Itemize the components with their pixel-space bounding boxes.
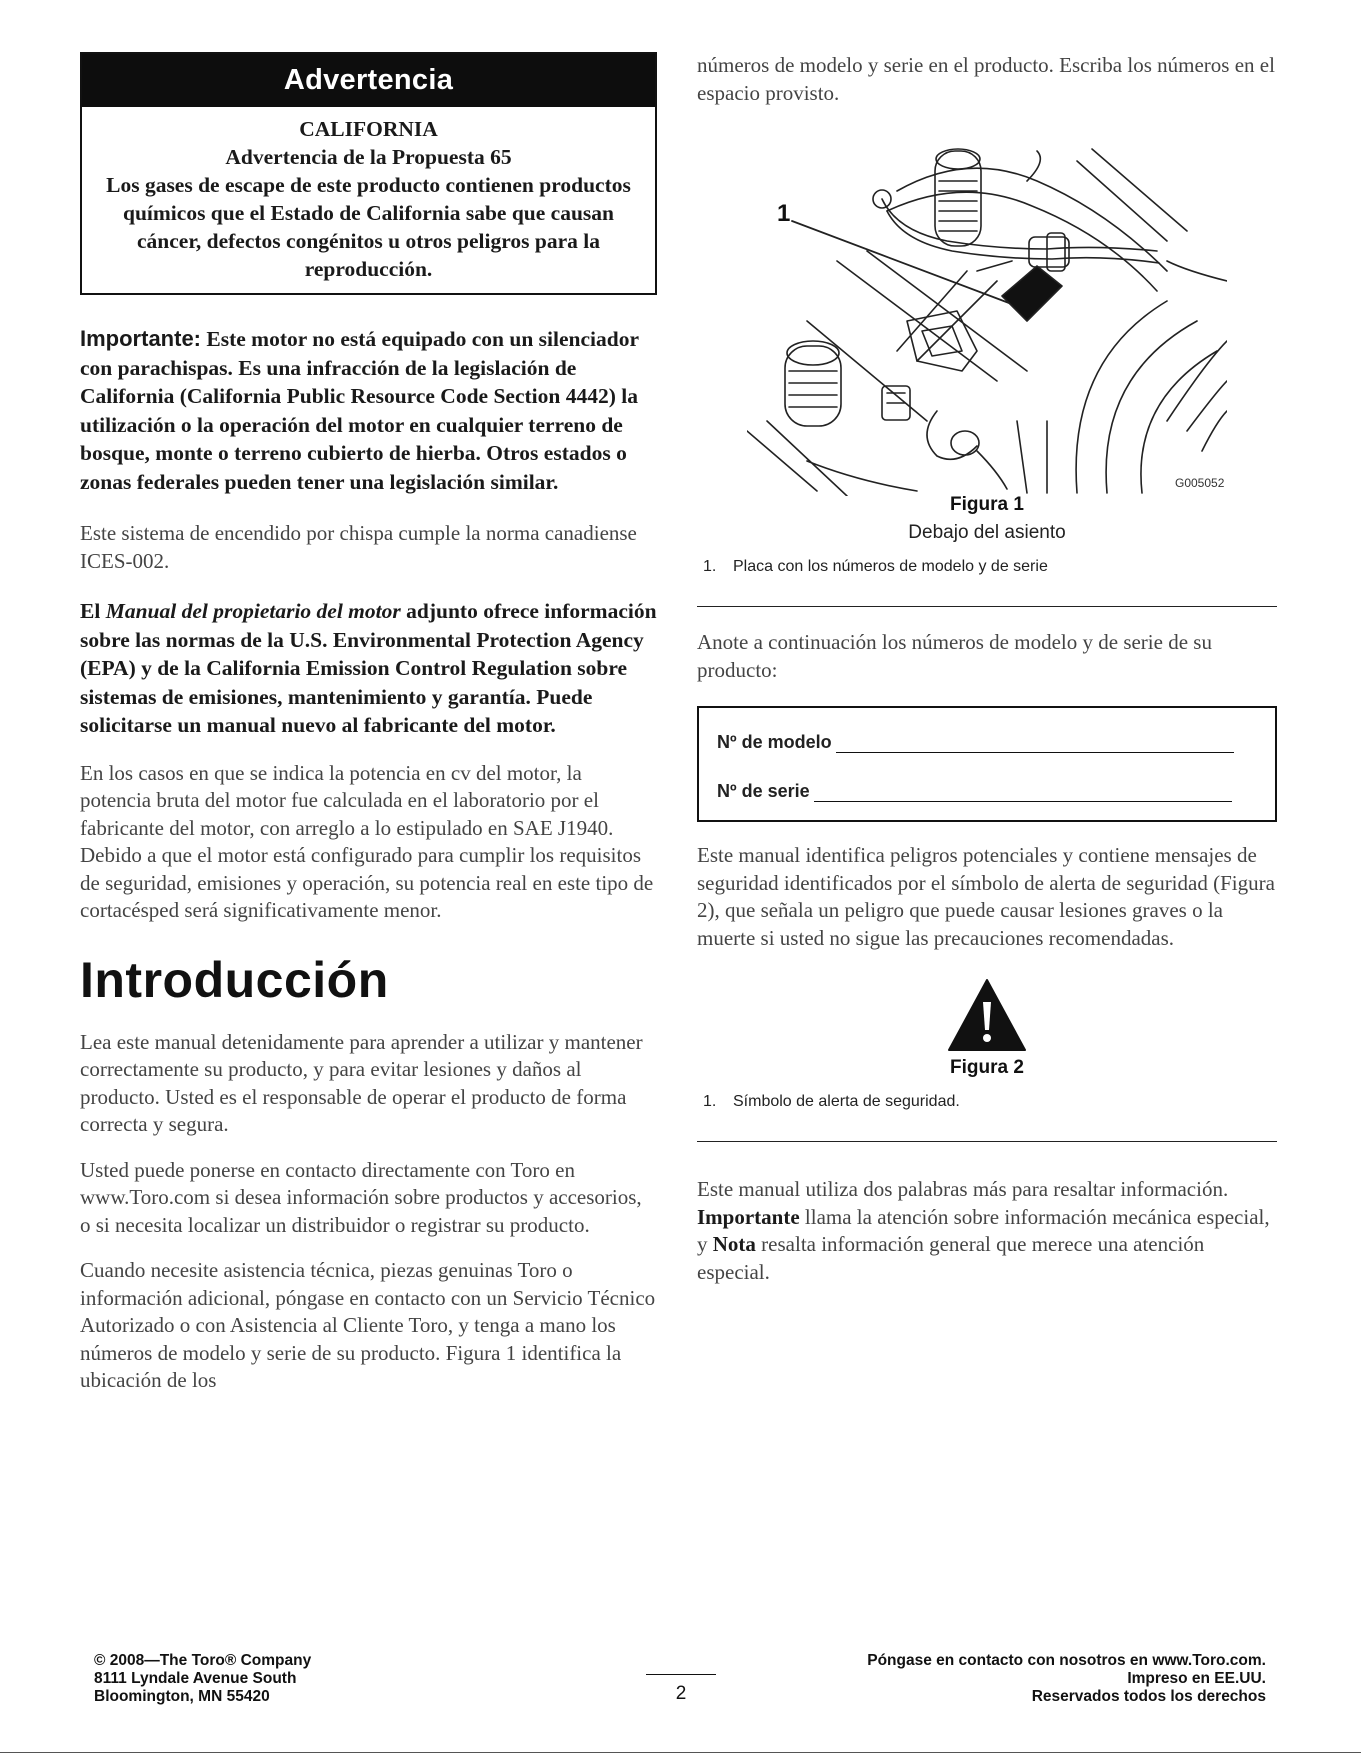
intro-paragraph-1: Lea este manual detenidamente para aprender a utilizar y mantener correctamente su producto, y para evitar lesiones y daños al producto. Usted es el responsable de operar el producto de forma correcta y segura. <box>80 1029 643 1136</box>
important-paragraph <box>80 325 657 496</box>
intro-paragraph-2: Usted puede ponerse en contacto directamente con Toro en www.Toro.com si desea información sobre productos y accesorios, o si necesita localizar un distribuidor o registrar su producto. <box>80 1157 642 1237</box>
manual-post: adjunto ofrece información sobre las normas de la U.S. Environmental Protection Agency (EPA) y de la California Emission Control Regulation sobre sistemas de emisiones, mantenimiento y garantía. Puede solicitarse un manual nuevo al fabricante del motor. <box>80 599 657 737</box>
signal-word-importante: Importante <box>697 1204 800 1229</box>
signal-words-post: resalta información general que merece una atención especial. <box>697 1232 1205 1284</box>
figure-1-note <box>697 558 1277 576</box>
right-column <box>697 52 1277 1286</box>
footer-contact: Póngase en contacto con nosotros en www.Toro.com. <box>867 1652 1266 1669</box>
warning-title: Advertencia <box>82 54 655 107</box>
footer-printed: Impreso en EE.UU. <box>1127 1670 1266 1687</box>
serial-number-line[interactable] <box>717 781 1259 802</box>
intro-paragraph-3: Cuando necesite asistencia técnica, piezas genuinas Toro o información adicional, póngase en contacto con un Servicio Técnico Autorizado o con Asistencia al Cliente Toro, y tenga a mano los números de modelo y serie de su producto. Figura 1 identifica la ubicación de los <box>80 1258 656 1392</box>
footer-address: 8111 Lyndale Avenue South <box>94 1670 297 1687</box>
safety-alert-icon <box>947 978 1027 1052</box>
figure-2-note <box>697 1093 1277 1111</box>
figure-1-illustration <box>747 121 1227 496</box>
signal-word-nota: Nota <box>712 1232 756 1256</box>
intro-heading: Introducción <box>80 951 389 1008</box>
figure-2-note-text: Símbolo de alerta de seguridad. <box>733 1093 960 1110</box>
page-number-text: 2 <box>675 1683 687 1704</box>
serial-number-blank[interactable] <box>814 800 1232 802</box>
model-number-blank[interactable] <box>836 751 1234 753</box>
record-paragraph: Anote a continuación los números de modelo y de serie de su producto: <box>697 630 1212 682</box>
bottom-edge-rule <box>0 1752 1361 1753</box>
footer-copyright: © 2008—The Toro® Company <box>94 1652 312 1669</box>
warning-line-text: Los gases de escape de este producto contienen productos químicos que el Estado de California sabe que causan cáncer, defectos congénitos u otros peligros para la reproducción. <box>106 173 631 281</box>
ices-paragraph: Este sistema de encendido por chispa cumple la norma canadiense ICES-002. <box>80 521 637 573</box>
serial-number-label: Nº de serie <box>717 781 810 801</box>
page-number-rule <box>646 1674 716 1675</box>
footer-rights: Reservados todos los derechos <box>1031 1688 1266 1705</box>
signal-words-pre: Este manual utiliza dos palabras más para resaltar información. <box>697 1177 1229 1201</box>
signal-words-paragraph <box>697 1176 1277 1286</box>
power-paragraph: En los casos en que se indica la potencia en cv del motor, la potencia bruta del motor fue calculada en el laboratorio por el fabricante del motor, con arreglo a lo estipulado en SAE J1940. Debido a que el motor está configurado para cumplir los requisitos de seguridad, emisiones y operación, su potencia real en este tipo de cortacésped será significativamente menor. <box>80 760 654 922</box>
figure-2-illustration <box>697 978 1277 1057</box>
important-text: Este motor no está equipado con un silenciador con parachispas. Es una infracción de la legislación de California (California Public Resource Code Section 4442) la utilización o la operación del motor en cualquier terreno de bosque, monte o terreno cubierto de hierba. Otros estados o zonas federales pueden tener una legislación similar. <box>80 327 639 494</box>
model-number-label: Nº de modelo <box>717 732 832 752</box>
hazard-paragraph: Este manual identifica peligros potenciales y contiene mensajes de seguridad identificados por el símbolo de alerta de seguridad (Figura 2), que señala un peligro que puede causar lesiones graves o la muerte si usted no sigue las precauciones recomendadas. <box>697 843 1275 950</box>
left-column <box>80 52 657 1395</box>
footer-left <box>94 1652 311 1706</box>
manual-paragraph <box>80 597 657 740</box>
figure-2-note-number: 1. <box>703 1093 717 1110</box>
footer-city: Bloomington, MN 55420 <box>94 1688 270 1705</box>
important-label: Importante: <box>80 326 201 351</box>
warning-box <box>80 52 657 295</box>
manual-pre: El <box>80 599 106 623</box>
serial-record-box <box>697 706 1277 822</box>
figure-1-code: G005052 <box>1175 476 1225 490</box>
figure-1-note-number: 1. <box>703 558 717 575</box>
seat-underside-drawing <box>747 121 1227 496</box>
manual-title: Manual del propietario del motor <box>105 599 401 623</box>
figure-2-title: Figura 2 <box>950 1057 1024 1078</box>
continuation-paragraph: números de modelo y serie en el producto. Escriba los números en el espacio provisto. <box>697 53 1275 105</box>
figure-1-subtitle: Debajo del asiento <box>908 522 1066 543</box>
warning-body <box>82 107 655 293</box>
figure-1-title: Figura 1 <box>950 494 1024 515</box>
figure-1-callout: 1 <box>777 200 791 227</box>
footer-right <box>867 1652 1266 1706</box>
signal-words-mid: llama la atención sobre información mecánica especial, y <box>697 1204 1270 1256</box>
model-number-line[interactable] <box>717 732 1259 753</box>
warning-line-state: CALIFORNIA <box>299 117 438 141</box>
warning-line-prop65: Advertencia de la Propuesta 65 <box>225 145 512 169</box>
page-number <box>646 1652 716 1705</box>
figure-2-rule <box>697 1141 1277 1142</box>
figure-1-note-text: Placa con los números de modelo y de serie <box>733 558 1048 575</box>
figure-1-rule <box>697 606 1277 607</box>
